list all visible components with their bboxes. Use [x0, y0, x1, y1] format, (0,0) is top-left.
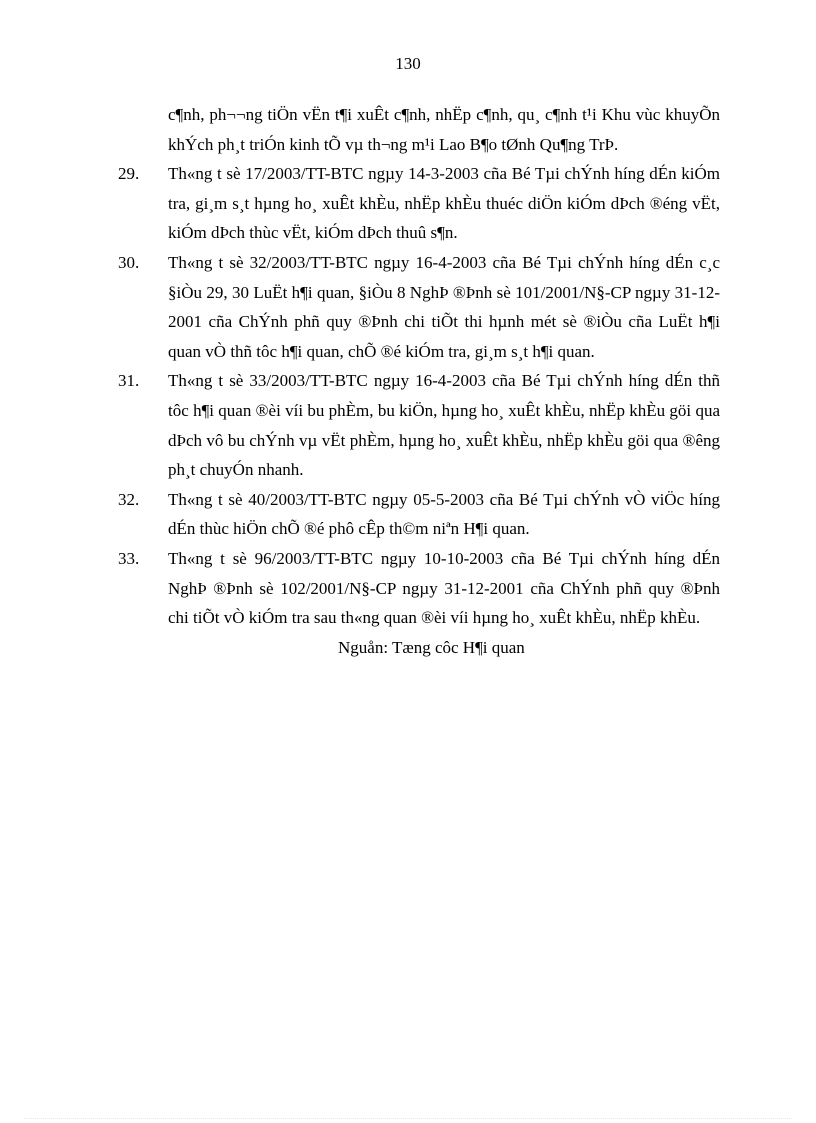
list-item-text: Th«ng t sè 96/2003/TT-BTC ngµy 10-10-2003 cña Bé Tµi chÝnh híng dÉn NghÞ ®Þnh sè 102/2001/N§-CP ngµy 31-12-2001 cña ChÝnh phñ quy ®Þnh chi tiÕt vÒ kiÓm tra sau th«ng quan ®èi víi hµng ho¸ xuÊt khÈu, nhËp khÈu. [168, 548, 720, 628]
list-item-number: 31. [118, 371, 140, 391]
continuation-paragraph: c¶nh, ph¬¬ng tiÖn vËn t¶i xuÊt c¶nh, nhËp c¶nh, qu¸ c¶nh t¹i Khu vùc khuyÕn khÝch ph¸t triÓn kinh tÕ vµ th¬ng m¹i Lao B¶o tØnh Qu¶ng TrÞ. [168, 105, 720, 154]
page-number: 130 [395, 54, 421, 73]
list-item-text: Th«ng t sè 33/2003/TT-BTC ngµy 16-4-2003 cña Bé Tµi chÝnh híng dÉn thñ tôc h¶i quan ®èi víi bu phÈm, bu kiÖn, hµng ho¸ xuÊt khÈu, nhËp khÈu göi qua dÞch vô bu chÝnh vµ vËt phÈm, hµng ho¸ xuÊt khÈu, nhËp khÈu göi qua ®êng ph¸t chuyÓn nhanh. [168, 371, 720, 480]
page-bottom-divider [24, 1118, 792, 1119]
list-item-number: 30. [118, 252, 140, 272]
list-item-29 [118, 159, 720, 248]
list-item-text: Th«ng t sè 32/2003/TT-BTC ngµy 16-4-2003 cña Bé Tµi chÝnh híng dÉn c¸c §iÒu 29, 30 LuËt h¶i quan, §iÒu 8 NghÞ ®Þnh sè 101/2001/N§-CP ngµy 31-12-2001 cña ChÝnh phñ quy ®Þnh chi tiÕt thi hµnh mét sè ®iÒu cña LuËt h¶i quan vÒ thñ tôc h¶i quan, chÕ ®é kiÓm tra, gi¸m s¸t h¶i quan. [168, 252, 720, 361]
list-item-32 [118, 485, 720, 544]
list-item-text: Th«ng t sè 40/2003/TT-BTC ngµy 05-5-2003 cña Bé Tµi chÝnh vÒ viÖc híng dÉn thùc hiÖn chÕ ®é phô cÊp th©m niªn H¶i quan. [168, 489, 720, 539]
source-note: Nguån: Tæng côc H¶i quan [338, 637, 525, 657]
document-body [118, 100, 720, 662]
list-item-30 [118, 248, 720, 366]
list-item-text: Th«ng t sè 17/2003/TT-BTC ngµy 14-3-2003 cña Bé Tµi chÝnh híng dÉn kiÓm tra, gi¸m s¸t hµng ho¸ xuÊt khÈu, nhËp khÈu thuéc diÖn kiÓm dÞch ®éng vËt, kiÓm dÞch thùc vËt, kiÓm dÞch thuû s¶n. [168, 164, 720, 243]
list-item-number: 32. [118, 489, 140, 509]
list-item-31 [118, 366, 720, 484]
list-item-number: 29. [118, 164, 140, 184]
list-item-33 [118, 544, 720, 633]
list-item-number: 33. [118, 548, 140, 568]
